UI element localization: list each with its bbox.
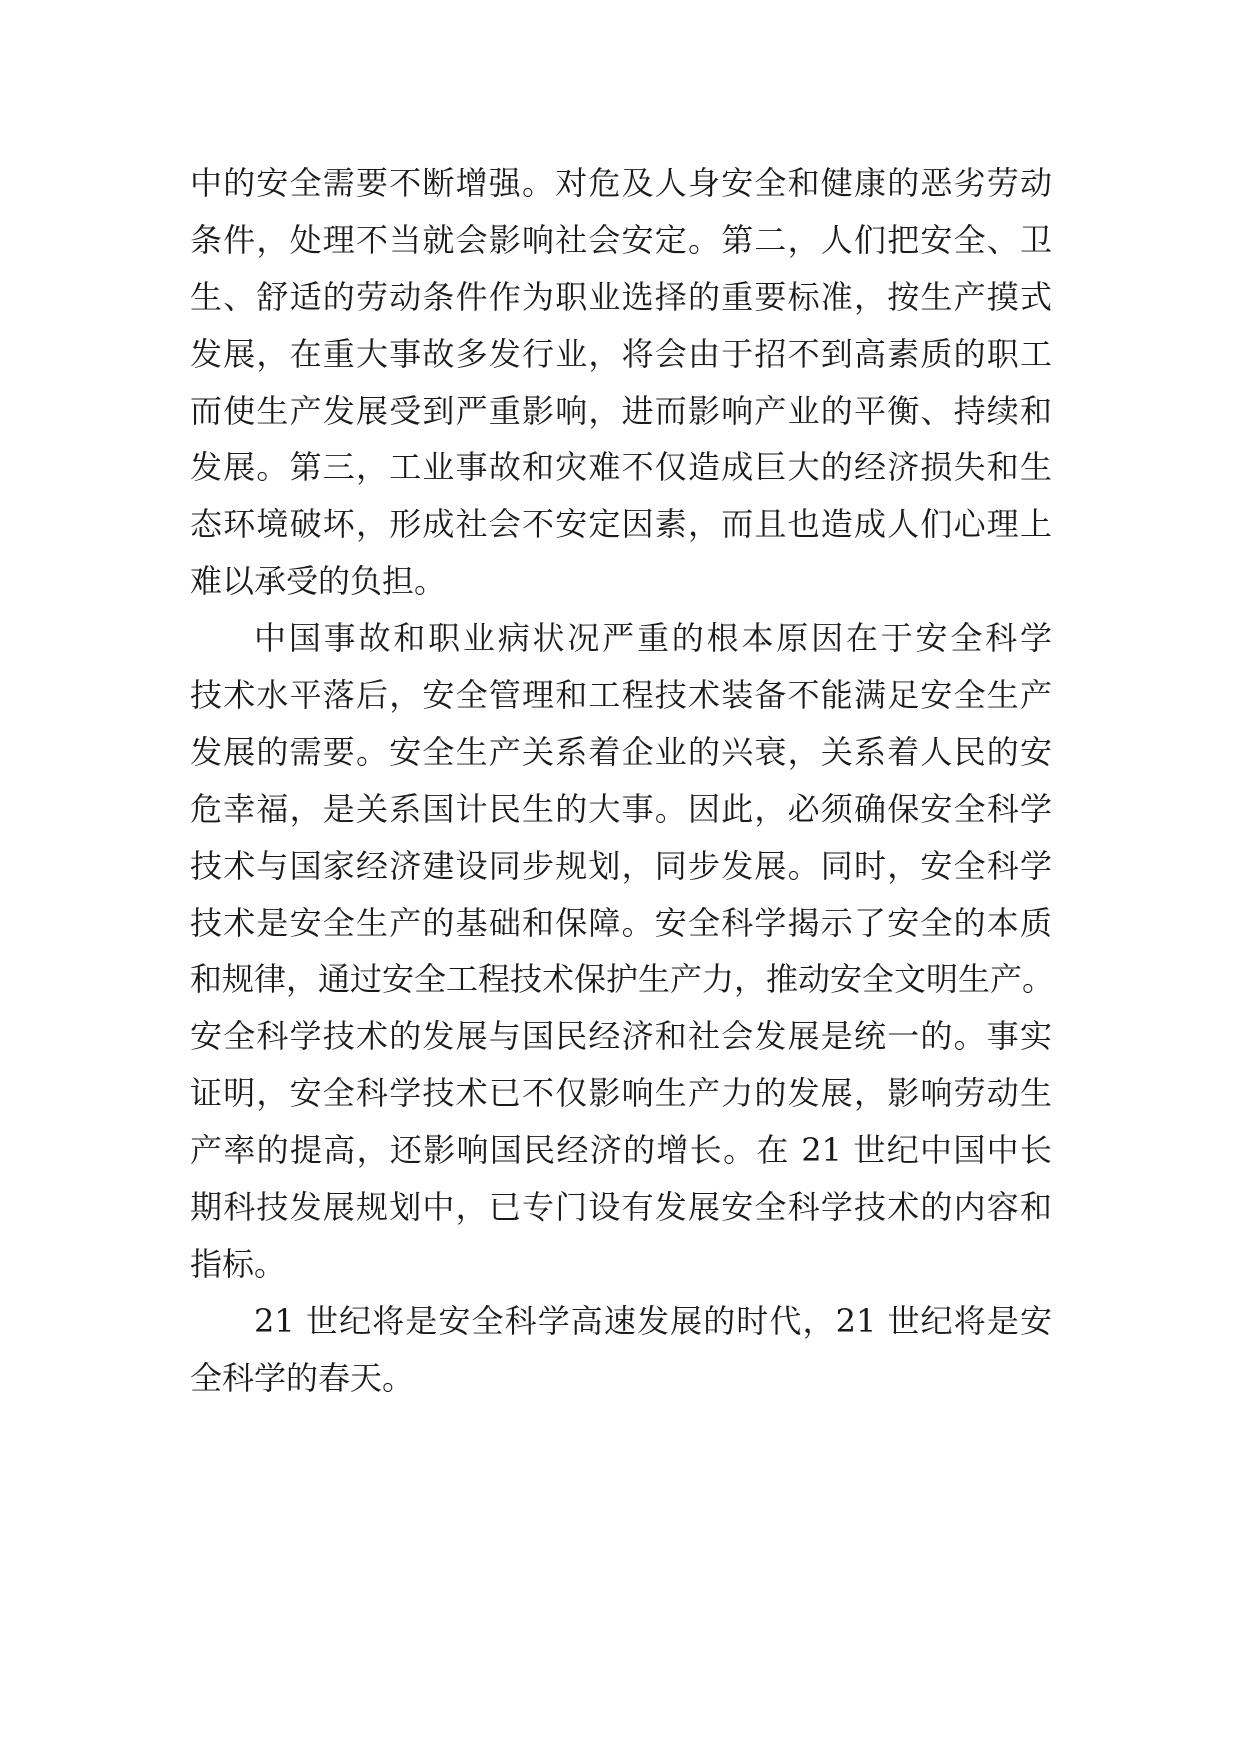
paragraph-3 xyxy=(190,1293,1052,1407)
paragraph-line: 产率的提高，还影响国民经济的增长。在 21 世纪中国中长 xyxy=(190,1131,1052,1170)
paragraph-line: 中国事故和职业病状况严重的根本原因在于安全科学 xyxy=(254,619,1052,658)
paragraph-line: 指标。 xyxy=(190,1244,287,1283)
paragraph-line: 全科学的春天。 xyxy=(190,1358,415,1397)
paragraph-line: 技术与国家经济建设同步规划，同步发展。同时，安全科学 xyxy=(190,846,1052,885)
paragraph-line: 条件，处理不当就会影响社会安定。第二，人们把安全、卫 xyxy=(190,220,1052,259)
paragraph-2 xyxy=(190,610,1055,1293)
paragraph-line: 发展。第三，工业事故和灾难不仅造成巨大的经济损失和生 xyxy=(190,448,1052,487)
paragraph-1 xyxy=(190,155,1052,610)
document-body xyxy=(190,155,1055,1407)
paragraph-line: 发展，在重大事故多发行业，将会由于招不到高素质的职工 xyxy=(190,334,1052,373)
paragraph-line: 和规律，通过安全工程技术保护生产力，推动安全文明生产。 xyxy=(190,960,1055,999)
paragraph-line: 生、舒适的劳动条件作为职业选择的重要标准，按生产摸式 xyxy=(190,277,1052,316)
paragraph-line: 发展的需要。安全生产关系着企业的兴衰，关系着人民的安 xyxy=(190,732,1052,771)
paragraph-line: 技术水平落后，安全管理和工程技术装备不能满足安全生产 xyxy=(190,676,1052,715)
paragraph-line: 难以承受的负担。 xyxy=(190,562,447,601)
paragraph-line: 中的安全需要不断增强。对危及人身安全和健康的恶劣劳动 xyxy=(190,164,1052,202)
paragraph-line: 21 世纪将是安全科学高速发展的时代，21 世纪将是安 xyxy=(254,1301,1052,1340)
paragraph-line: 危幸福，是关系国计民生的大事。因此，必须确保安全科学 xyxy=(190,789,1052,828)
paragraph-line: 态环境破坏，形成社会不安定因素，而且也造成人们心理上 xyxy=(190,505,1052,544)
paragraph-line: 安全科学技术的发展与国民经济和社会发展是统一的。事实 xyxy=(190,1017,1052,1056)
paragraph-line: 而使生产发展受到严重影响，进而影响产业的平衡、持续和 xyxy=(190,391,1052,430)
paragraph-line: 技术是安全生产的基础和保障。安全科学揭示了安全的本质 xyxy=(190,903,1052,942)
paragraph-line: 期科技发展规划中，已专门设有发展安全科学技术的内容和 xyxy=(190,1188,1052,1227)
paragraph-line: 证明，安全科学技术已不仅影响生产力的发展，影响劳动生 xyxy=(190,1074,1052,1113)
